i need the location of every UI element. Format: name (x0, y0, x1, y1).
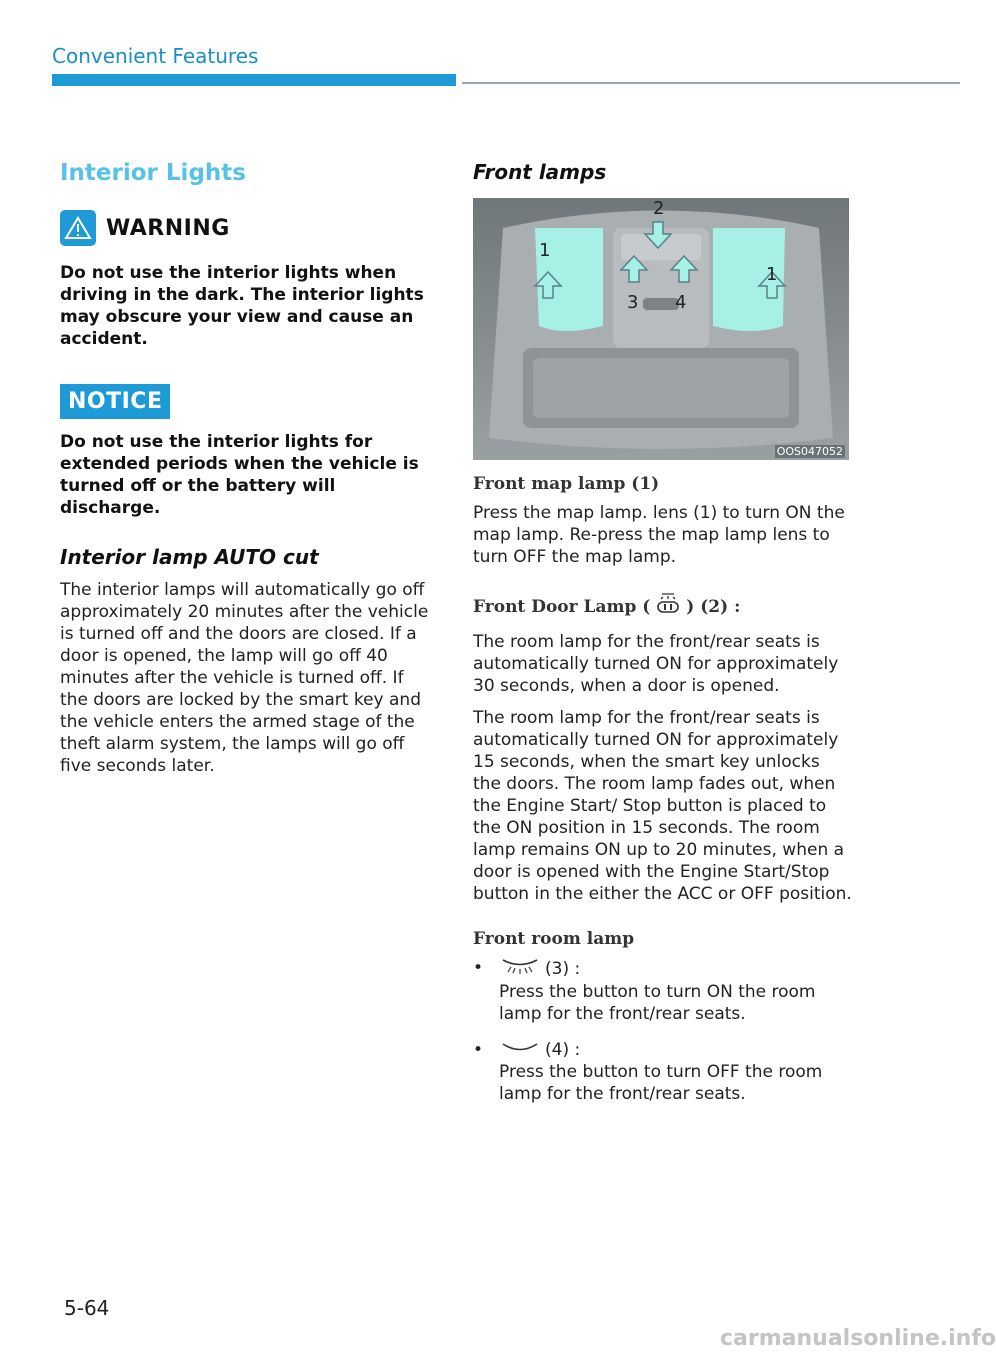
header-accent-bar (52, 74, 456, 86)
door-lamp-title (473, 590, 853, 623)
callout-1-left: 1 (539, 240, 551, 261)
auto-cut-text: The interior lamps will automatically go off approximately 20 minutes after the vehicle is turned off and the doors are closed. If a door is opened, the lamp will go off 40 minutes after the vehicle is turned off. If the doors are locked by the smart key and the vehicle enters the armed stage of the theft alarm system, the lamps will go off five seconds later. (60, 580, 429, 776)
callout-2: 2 (653, 198, 665, 219)
image-code: OOS047052 (776, 445, 843, 458)
map-lamp-text: Press the map lamp. lens (1) to turn ON the map lamp. Re-press the map lamp lens to turn OFF the map lamp. (473, 503, 845, 567)
warning-text: Do not use the interior lights when driving in the dark. The interior lights may obscure your view and cause an accident. (60, 263, 424, 349)
room-lamp-on-icon (501, 957, 539, 981)
watermark: carmanualsonline.info (720, 1326, 996, 1351)
warning-icon (60, 210, 96, 246)
header-section-title: Convenient Features (52, 44, 259, 68)
room-lamp-off-icon (501, 1039, 539, 1061)
door-lamp-para1: The room lamp for the front/rear seats is automatically turned ON for approximately 30 seconds, when a door is opened. (473, 632, 839, 696)
notice-text: Do not use the interior lights for extended periods when the vehicle is turned off or the battery will discharge. (60, 432, 419, 518)
list-item: • (4) : Press the button to turn OFF the room lamp for the front/rear seats. (473, 1039, 853, 1105)
room-lamp-on-code: (3) : (545, 959, 581, 979)
callout-1-right: 1 (766, 264, 778, 285)
front-lamps-title: Front lamps (473, 160, 607, 184)
room-lamp-off-text: Press the button to turn OFF the room lamp for the front/rear seats. (499, 1062, 823, 1104)
left-column (60, 160, 432, 777)
door-lamp-para2: The room lamp for the front/rear seats is automatically turned ON for approximately 15 seconds, when the smart key unlocks the doors. The room lamp fades out, when the Engine Start/ Stop button is placed to the ON position in 15 seconds. The room lamp remains ON up to 20 minutes, when a door is opened with the Engine Start/Stop button in the either the ACC or OFF position. (473, 708, 852, 904)
room-lamp-off-code: (4) : (545, 1040, 581, 1060)
room-lamp-title: Front room lamp (473, 929, 635, 949)
callout-4: 4 (675, 292, 687, 313)
door-lamp-title-suffix: ) (2) : (686, 596, 741, 617)
auto-cut-title: Interior lamp AUTO cut (60, 545, 319, 569)
list-item: • (3) : Press the button to turn ON the room lamp for the front/rear seats. (473, 957, 853, 1025)
front-lamps-photo (473, 198, 849, 460)
notice-label: NOTICE (60, 384, 170, 419)
header-divider (462, 82, 960, 84)
warning-label: WARNING (106, 215, 230, 241)
room-lamp-on-text: Press the button to turn ON the room lamp for the front/rear seats. (499, 982, 816, 1024)
right-column (473, 160, 853, 1105)
door-lamp-icon (653, 590, 683, 623)
door-lamp-title-prefix: Front Door Lamp ( (473, 596, 651, 617)
callout-3: 3 (627, 292, 639, 313)
map-lamp-title: Front map lamp (1) (473, 474, 660, 494)
page-number: 5-64 (64, 1296, 110, 1320)
section-title: Interior Lights (60, 160, 246, 186)
warning-header (60, 210, 432, 246)
